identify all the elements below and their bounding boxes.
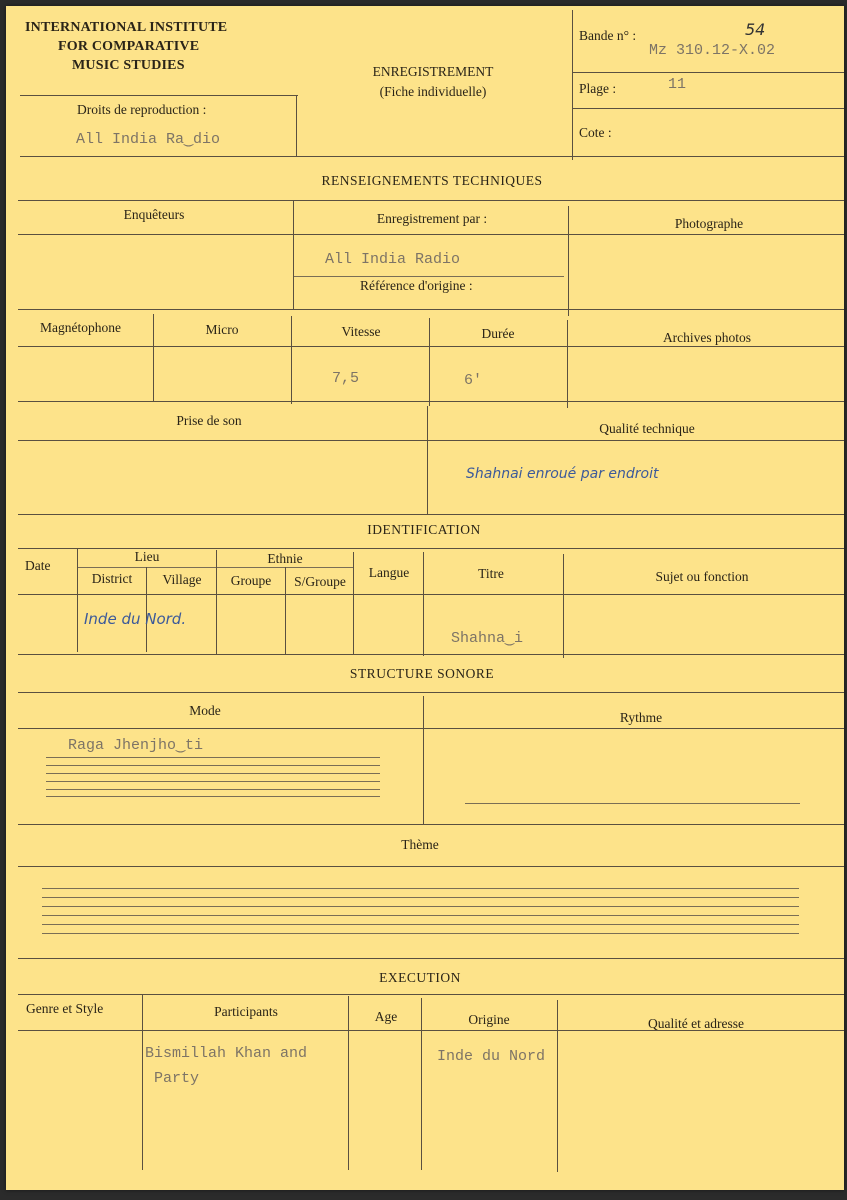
plage-label: Plage : bbox=[579, 81, 617, 96]
plage-value: 11 bbox=[668, 76, 687, 93]
form-rule-horizontal bbox=[20, 95, 298, 96]
form-subtitle: (Fiche individuelle) bbox=[379, 84, 487, 99]
village-label: Village bbox=[162, 572, 202, 587]
qualite-adresse-label: Qualité et adresse bbox=[648, 1016, 744, 1031]
form-rule-horizontal bbox=[18, 401, 844, 402]
form-title: ENREGISTREMENT bbox=[372, 64, 494, 79]
vitesse-label: Vitesse bbox=[341, 324, 381, 339]
form-rule-horizontal bbox=[18, 309, 844, 310]
form-rule-horizontal bbox=[42, 888, 799, 889]
form-rule-horizontal bbox=[18, 514, 844, 515]
prise-de-son-label: Prise de son bbox=[176, 413, 242, 428]
form-rule-vertical bbox=[296, 95, 297, 157]
form-rule-horizontal bbox=[18, 346, 844, 347]
form-rule-vertical bbox=[293, 200, 294, 310]
section-title-structure: STRUCTURE SONORE bbox=[349, 666, 495, 681]
form-rule-vertical bbox=[285, 567, 286, 654]
form-rule-horizontal bbox=[18, 692, 844, 693]
genre-style-label: Genre et Style bbox=[26, 1001, 104, 1016]
enqueteurs-label: Enquêteurs bbox=[123, 207, 185, 222]
form-rule-horizontal bbox=[294, 276, 564, 277]
form-rule-horizontal bbox=[42, 897, 799, 898]
origine-label: Origine bbox=[468, 1012, 510, 1027]
bande-label: Bande n° : bbox=[579, 28, 637, 43]
form-rule-horizontal bbox=[18, 824, 844, 825]
form-rule-horizontal bbox=[18, 594, 844, 595]
titre-label: Titre bbox=[478, 566, 504, 581]
form-rule-horizontal bbox=[18, 654, 844, 655]
form-rule-horizontal bbox=[20, 156, 844, 157]
form-rule-horizontal bbox=[18, 234, 844, 235]
form-rule-horizontal bbox=[42, 924, 799, 925]
enregistrement-par-value: All India Radio bbox=[325, 251, 461, 268]
reference-origine-label: Référence d'origine : bbox=[360, 278, 473, 293]
form-rule-horizontal bbox=[18, 958, 844, 959]
form-rule-horizontal bbox=[46, 789, 380, 790]
mode-value: Raga Jhenjho‿ti bbox=[68, 737, 204, 754]
form-rule-horizontal bbox=[465, 803, 800, 804]
titre-value: Shahna‿i bbox=[451, 630, 524, 647]
form-rule-vertical bbox=[421, 998, 422, 1170]
form-rule-vertical bbox=[567, 320, 568, 408]
form-rule-horizontal bbox=[46, 796, 380, 797]
form-rule-vertical bbox=[423, 552, 424, 656]
qualite-technique-value: Shahnai enroué par endroit bbox=[466, 466, 659, 482]
langue-label: Langue bbox=[368, 565, 410, 580]
duree-label: Durée bbox=[481, 326, 515, 341]
form-rule-vertical bbox=[153, 314, 154, 402]
bande-value: Mz 310.12-X.02 bbox=[649, 42, 776, 59]
institute-name-line2: FOR COMPARATIVE bbox=[58, 39, 200, 54]
index-card bbox=[6, 6, 844, 1190]
form-rule-vertical bbox=[348, 996, 349, 1170]
droits-value: All India Ra‿dio bbox=[76, 131, 221, 148]
lieu-value-handwritten: Inde du Nord. bbox=[84, 610, 187, 628]
qualite-technique-label: Qualité technique bbox=[599, 421, 695, 436]
institute-name-line3: MUSIC STUDIES bbox=[72, 58, 185, 73]
form-rule-vertical bbox=[142, 994, 143, 1170]
participants-label: Participants bbox=[214, 1004, 278, 1019]
form-rule-horizontal bbox=[42, 933, 799, 934]
form-rule-vertical bbox=[216, 550, 217, 654]
form-rule-horizontal bbox=[18, 866, 844, 867]
form-rule-horizontal bbox=[572, 108, 844, 109]
form-rule-vertical bbox=[572, 10, 573, 160]
district-label: District bbox=[91, 571, 133, 586]
form-rule-vertical bbox=[291, 316, 292, 404]
form-rule-horizontal bbox=[18, 728, 844, 729]
form-rule-horizontal bbox=[18, 200, 844, 201]
micro-label: Micro bbox=[205, 322, 239, 337]
duree-value: 6' bbox=[464, 372, 483, 389]
lieu-label: Lieu bbox=[134, 549, 160, 564]
form-rule-vertical bbox=[563, 554, 564, 658]
bande-number-handwritten: 54 bbox=[745, 20, 766, 39]
form-rule-vertical bbox=[568, 206, 569, 316]
form-rule-vertical bbox=[353, 552, 354, 654]
mode-label: Mode bbox=[189, 703, 221, 718]
date-label: Date bbox=[25, 558, 51, 573]
photographe-label: Photographe bbox=[674, 216, 744, 231]
form-rule-horizontal bbox=[18, 1030, 844, 1031]
cote-label: Cote : bbox=[579, 125, 612, 140]
form-rule-vertical bbox=[77, 548, 78, 652]
theme-label: Thème bbox=[401, 837, 439, 852]
form-rule-horizontal bbox=[46, 757, 380, 758]
magnetophone-label: Magnétophone bbox=[40, 320, 121, 335]
section-title-technique: RENSEIGNEMENTS TECHNIQUES bbox=[321, 173, 543, 188]
participants-value-line1: Bismillah Khan and bbox=[145, 1045, 308, 1062]
form-rule-horizontal bbox=[42, 915, 799, 916]
section-title-execution: EXECUTION bbox=[379, 970, 461, 985]
form-rule-horizontal bbox=[572, 72, 844, 73]
ethnie-label: Ethnie bbox=[267, 551, 303, 566]
rythme-label: Rythme bbox=[619, 710, 663, 725]
form-rule-vertical bbox=[423, 696, 424, 824]
form-rule-horizontal bbox=[46, 773, 380, 774]
archives-photos-label: Archives photos bbox=[662, 330, 752, 345]
form-rule-vertical bbox=[427, 406, 428, 514]
droits-label: Droits de reproduction : bbox=[77, 102, 207, 117]
age-label: Age bbox=[374, 1009, 398, 1024]
sgroupe-label: S/Groupe bbox=[294, 574, 346, 589]
form-rule-horizontal bbox=[77, 567, 353, 568]
form-rule-horizontal bbox=[42, 906, 799, 907]
enregistrement-par-label: Enregistrement par : bbox=[376, 211, 488, 226]
form-rule-horizontal bbox=[46, 781, 380, 782]
institute-name-line1: INTERNATIONAL INSTITUTE bbox=[25, 20, 228, 35]
section-title-identification: IDENTIFICATION bbox=[367, 522, 481, 537]
form-rule-horizontal bbox=[46, 765, 380, 766]
vitesse-value: 7,5 bbox=[332, 370, 360, 387]
form-rule-horizontal bbox=[18, 440, 844, 441]
sujet-fonction-label: Sujet ou fonction bbox=[655, 569, 749, 584]
origine-value: Inde du Nord bbox=[437, 1048, 546, 1065]
form-rule-vertical bbox=[557, 1000, 558, 1172]
participants-value-line2: Party bbox=[154, 1070, 200, 1087]
form-rule-vertical bbox=[429, 318, 430, 406]
groupe-label: Groupe bbox=[230, 573, 272, 588]
